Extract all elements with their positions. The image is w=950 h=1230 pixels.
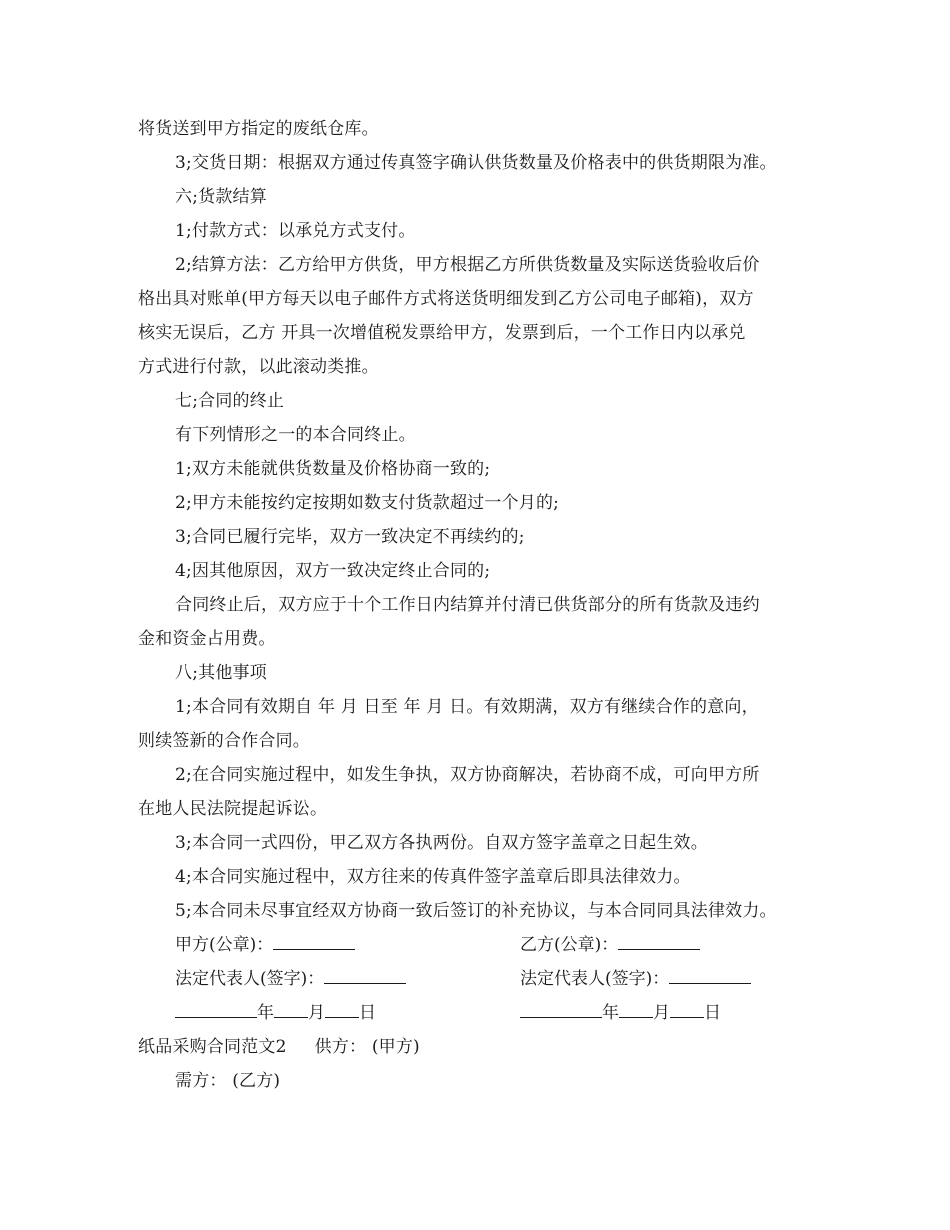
month-blank [274,1003,308,1018]
party-a-date [175,1003,376,1023]
paragraph-line: 5;本合同未尽事宜经双方协商一致后签订的补充协议，与本合同同具法律效力。 [175,901,777,921]
paragraph-line: 合同终止后，双方应于十个工作日内结算并付清已供货部分的所有货款及违约 [175,595,760,615]
party-b-seal-label: 乙方(公章)： [520,935,619,955]
party-a-seal-blank [273,935,355,950]
section-heading: 六;货款结算 [175,187,267,207]
paragraph-line: 3;本合同一式四份，甲乙双方各执两份。自双方签字盖章之日起生效。 [175,833,708,853]
paragraph-line: 4;因其他原因，双方一致决定终止合同的; [175,561,491,581]
party-a-seal-label: 甲方(公章)： [175,935,274,955]
section-heading: 八;其他事项 [175,663,267,683]
paragraph-line: 核实无误后，乙方 开具一次增值税发票给甲方，发票到后，一个工作日内以承兑 [138,323,746,343]
paragraph-line: 有下列情形之一的本合同终止。 [175,425,416,445]
party-b-seal-blank [618,935,700,950]
paragraph-line: 3;合同已履行完毕，双方一致决定不再续约的; [175,527,525,547]
paragraph-line: 2;在合同实施过程中，如发生争执，双方协商解决，若协商不成，可向甲方所 [175,765,760,785]
party-a-seal [175,935,355,955]
paragraph-line: 则续签新的合作合同。 [138,731,310,751]
party-a-rep [175,969,406,989]
year-blank [520,1003,602,1018]
party-b-rep [520,969,751,989]
day-blank [325,1003,359,1018]
paragraph-line: 3;交货日期：根据双方通过传真签字确认供货数量及价格表中的供货期限为准。 [175,153,777,173]
next-document-title: 纸品采购合同范文2 [138,1037,287,1057]
paragraph-line: 2;甲方未能按约定按期如数支付货款超过一个月的; [175,493,560,513]
party-b-seal [520,935,700,955]
paragraph-line: 在地人民法院提起诉讼。 [138,799,328,819]
buyer-label: 需方： (乙方) [175,1071,281,1091]
year-blank [175,1003,257,1018]
month-label: 月 [308,1003,325,1023]
paragraph-line: 方式进行付款，以此滚动类推。 [138,357,379,377]
paragraph-line: 1;付款方式：以承兑方式支付。 [175,221,416,241]
paragraph-line: 2;结算方法：乙方给甲方供货，甲方根据乙方所供货数量及实际送货验收后价 [175,255,760,275]
party-b-rep-label: 法定代表人(签字)： [520,969,670,989]
paragraph-line: 金和资金占用费。 [138,629,276,649]
month-blank [619,1003,653,1018]
paragraph-line: 格出具对账单(甲方每天以电子邮件方式将送货明细发到乙方公司电子邮箱)，双方 [138,289,754,309]
section-heading: 七;合同的终止 [175,391,285,411]
paragraph-line: 将货送到甲方指定的废纸仓库。 [138,119,379,139]
paragraph-line: 1;双方未能就供货数量及价格协商一致的; [175,459,491,479]
party-b-rep-blank [669,969,751,984]
day-label: 日 [359,1003,376,1023]
day-blank [670,1003,704,1018]
party-b-date [520,1003,721,1023]
supplier-label: 供方： (甲方) [314,1037,420,1057]
year-label: 年 [602,1003,619,1023]
next-document-title-line [138,1037,420,1057]
party-a-rep-label: 法定代表人(签字)： [175,969,325,989]
paragraph-line: 4;本合同实施过程中，双方往来的传真件签字盖章后即具法律效力。 [175,867,691,887]
month-label: 月 [653,1003,670,1023]
day-label: 日 [704,1003,721,1023]
party-a-rep-blank [324,969,406,984]
year-label: 年 [257,1003,274,1023]
paragraph-line: 1;本合同有效期自 年 月 日至 年 月 日。有效期满，双方有继续合作的意向， [175,697,759,717]
